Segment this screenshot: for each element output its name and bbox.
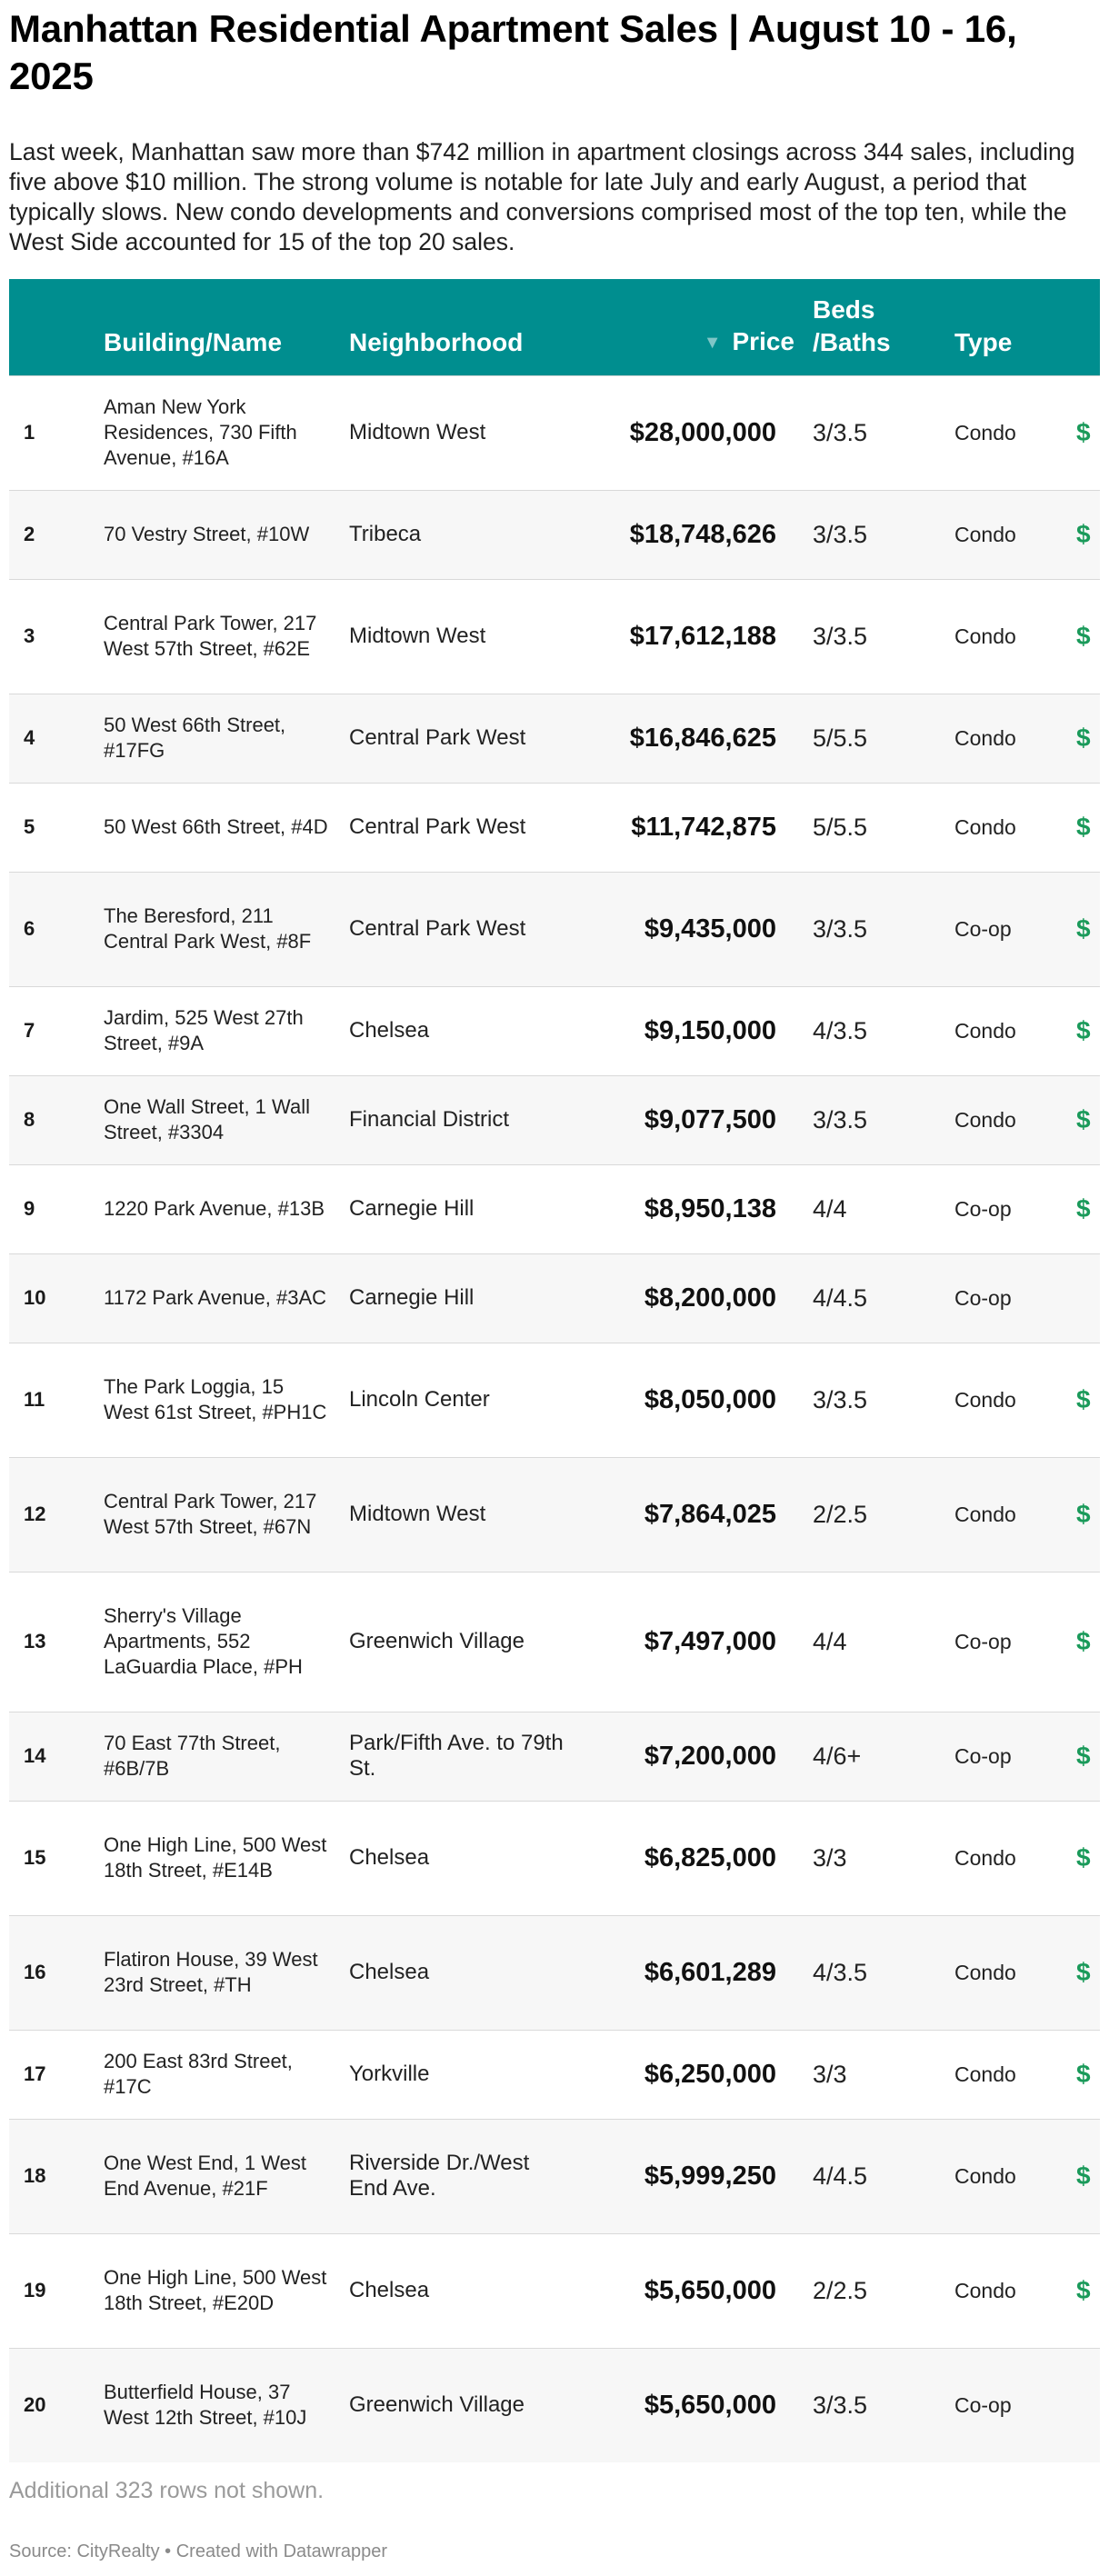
cell-type: Co-op [954, 2348, 1076, 2462]
table-row [9, 490, 1100, 579]
cell-rank: 11 [9, 1343, 104, 1457]
cell-extra: $ [1076, 1915, 1100, 2030]
cell-beds-baths: 4/6+ [813, 1712, 954, 1801]
cell-type: Condo [954, 1915, 1076, 2030]
cell-price: $11,742,875 [585, 783, 813, 872]
cell-rank: 10 [9, 1253, 104, 1343]
cell-type: Condo [954, 986, 1076, 1075]
cell-building: The Park Loggia, 15 West 61st Street, #PH1C [104, 1343, 349, 1457]
cell-rank: 17 [9, 2030, 104, 2119]
cell-rank: 13 [9, 1572, 104, 1712]
cell-neighborhood: Park/Fifth Ave. to 79th St. [349, 1712, 585, 1801]
cell-extra: $ [1076, 579, 1100, 694]
cell-building: Flatiron House, 39 West 23rd Street, #TH [104, 1915, 349, 2030]
cell-rank: 2 [9, 490, 104, 579]
page-title: Manhattan Residential Apartment Sales | August 10 - 16, 2025 [9, 7, 1017, 97]
cell-beds-baths: 3/3.5 [813, 490, 954, 579]
cell-extra: $ [1076, 490, 1100, 579]
cell-building: 50 West 66th Street, #17FG [104, 694, 349, 783]
cell-neighborhood: Chelsea [349, 2233, 585, 2348]
cell-neighborhood: Yorkville [349, 2030, 585, 2119]
cell-price: $5,650,000 [585, 2348, 813, 2462]
cell-neighborhood: Central Park West [349, 694, 585, 783]
cell-beds-baths: 4/4 [813, 1572, 954, 1712]
cell-building: Central Park Tower, 217 West 57th Street, #62E [104, 579, 349, 694]
cell-beds-baths: 3/3.5 [813, 375, 954, 490]
table-row [9, 2119, 1100, 2233]
source-footer: Source: CityRealty • Created with Datawrapper [9, 2541, 388, 2561]
cell-building: 70 Vestry Street, #10W [104, 490, 349, 579]
sales-table-container [9, 279, 1100, 2462]
cell-rank: 18 [9, 2119, 104, 2233]
cell-rank: 1 [9, 375, 104, 490]
cell-rank: 6 [9, 872, 104, 986]
cell-building: 1220 Park Avenue, #13B [104, 1164, 349, 1253]
cell-building: Aman New York Residences, 730 Fifth Avenue, #16A [104, 375, 349, 490]
cell-type: Condo [954, 1343, 1076, 1457]
cell-building: 50 West 66th Street, #4D [104, 783, 349, 872]
table-row [9, 1253, 1100, 1343]
cell-price: $18,748,626 [585, 490, 813, 579]
header-building[interactable]: Building/Name [104, 327, 283, 356]
cell-neighborhood: Midtown West [349, 579, 585, 694]
table-row [9, 872, 1100, 986]
cell-rank: 12 [9, 1457, 104, 1572]
cell-building: Sherry's Village Apartments, 552 LaGuardia Place, #PH [104, 1572, 349, 1712]
cell-neighborhood: Carnegie Hill [349, 1164, 585, 1253]
table-row [9, 579, 1100, 694]
cell-extra: $ [1076, 1801, 1100, 1915]
cell-building: One Wall Street, 1 Wall Street, #3304 [104, 1075, 349, 1164]
cell-rank: 14 [9, 1712, 104, 1801]
header-type[interactable]: Type [954, 327, 1013, 356]
cell-type: Co-op [954, 1253, 1076, 1343]
cell-price: $6,250,000 [585, 2030, 813, 2119]
cell-type: Co-op [954, 872, 1076, 986]
table-body [9, 375, 1100, 2462]
cell-beds-baths: 5/5.5 [813, 783, 954, 872]
cell-beds-baths: 3/3.5 [813, 1075, 954, 1164]
cell-type: Condo [954, 694, 1076, 783]
table-row [9, 1572, 1100, 1712]
cell-beds-baths: 2/2.5 [813, 1457, 954, 1572]
table-row [9, 2030, 1100, 2119]
cell-neighborhood: Midtown West [349, 1457, 585, 1572]
cell-neighborhood: Riverside Dr./West End Ave. [349, 2119, 585, 2233]
cell-rank: 9 [9, 1164, 104, 1253]
header-rank [9, 279, 104, 375]
table-row [9, 1164, 1100, 1253]
cell-building: Butterfield House, 37 West 12th Street, #10J [104, 2348, 349, 2462]
cell-type: Condo [954, 1075, 1076, 1164]
cell-extra: $ [1076, 783, 1100, 872]
cell-type: Condo [954, 490, 1076, 579]
cell-price: $9,435,000 [585, 872, 813, 986]
cell-neighborhood: Chelsea [349, 986, 585, 1075]
cell-price: $5,999,250 [585, 2119, 813, 2233]
cell-neighborhood: Carnegie Hill [349, 1253, 585, 1343]
intro-paragraph: Last week, Manhattan saw more than $742 million in apartment closings across 344 sales, including five above $10 million. The strong volume is notable for late July and early August, a period that typically slows. New condo developments and conversions comprised most of the top ten, while the West Side accounted for 15 of the top 20 sales. [9, 137, 1075, 255]
table-row [9, 1075, 1100, 1164]
cell-extra [1076, 1253, 1100, 1343]
cell-type: Co-op [954, 1164, 1076, 1253]
rows-not-shown-note: Additional 323 rows not shown. [9, 2478, 325, 2503]
table-row [9, 783, 1100, 872]
cell-type: Condo [954, 1457, 1076, 1572]
cell-extra: $ [1076, 1075, 1100, 1164]
cell-extra: $ [1076, 1343, 1100, 1457]
cell-building: One High Line, 500 West 18th Street, #E14B [104, 1801, 349, 1915]
cell-rank: 16 [9, 1915, 104, 2030]
cell-building: Jardim, 525 West 27th Street, #9A [104, 986, 349, 1075]
cell-extra: $ [1076, 1572, 1100, 1712]
cell-neighborhood: Lincoln Center [349, 1343, 585, 1457]
cell-beds-baths: 4/4 [813, 1164, 954, 1253]
cell-type: Condo [954, 2233, 1076, 2348]
cell-rank: 8 [9, 1075, 104, 1164]
cell-rank: 3 [9, 579, 104, 694]
header-beds-line2: /Baths [813, 327, 891, 356]
cell-price: $5,650,000 [585, 2233, 813, 2348]
sort-desc-icon: ▼ [703, 332, 722, 353]
table-row [9, 1343, 1100, 1457]
cell-rank: 20 [9, 2348, 104, 2462]
cell-neighborhood: Midtown West [349, 375, 585, 490]
cell-neighborhood: Greenwich Village [349, 2348, 585, 2462]
cell-building: One High Line, 500 West 18th Street, #E20D [104, 2233, 349, 2348]
header-beds-baths[interactable] [813, 279, 954, 375]
cell-rank: 15 [9, 1801, 104, 1915]
cell-building: Central Park Tower, 217 West 57th Street, #67N [104, 1457, 349, 1572]
table-row [9, 1915, 1100, 2030]
cell-price: $7,200,000 [585, 1712, 813, 1801]
cell-type: Condo [954, 783, 1076, 872]
cell-price: $28,000,000 [585, 375, 813, 490]
cell-beds-baths: 4/3.5 [813, 1915, 954, 2030]
table-row [9, 2233, 1100, 2348]
cell-extra: $ [1076, 986, 1100, 1075]
table-row [9, 1712, 1100, 1801]
cell-price: $8,050,000 [585, 1343, 813, 1457]
header-extra [1076, 279, 1100, 375]
cell-beds-baths: 4/4.5 [813, 1253, 954, 1343]
cell-rank: 5 [9, 783, 104, 872]
cell-beds-baths: 2/2.5 [813, 2233, 954, 2348]
table-row [9, 986, 1100, 1075]
header-neighborhood[interactable]: Neighborhood [349, 327, 524, 356]
cell-price: $8,200,000 [585, 1253, 813, 1343]
table-row [9, 694, 1100, 783]
cell-rank: 19 [9, 2233, 104, 2348]
sales-table [9, 279, 1100, 2462]
cell-extra: $ [1076, 375, 1100, 490]
cell-neighborhood: Chelsea [349, 1801, 585, 1915]
cell-neighborhood: Tribeca [349, 490, 585, 579]
cell-extra [1076, 2348, 1100, 2462]
cell-beds-baths: 3/3.5 [813, 872, 954, 986]
cell-neighborhood: Greenwich Village [349, 1572, 585, 1712]
cell-building: 70 East 77th Street, #6B/7B [104, 1712, 349, 1801]
cell-extra: $ [1076, 2119, 1100, 2233]
cell-type: Condo [954, 2119, 1076, 2233]
cell-price: $7,497,000 [585, 1572, 813, 1712]
cell-rank: 7 [9, 986, 104, 1075]
cell-beds-baths: 3/3.5 [813, 2348, 954, 2462]
cell-building: 1172 Park Avenue, #3AC [104, 1253, 349, 1343]
cell-beds-baths: 4/4.5 [813, 2119, 954, 2233]
cell-neighborhood: Financial District [349, 1075, 585, 1164]
table-row [9, 2348, 1100, 2462]
cell-type: Condo [954, 1801, 1076, 1915]
cell-extra: $ [1076, 872, 1100, 986]
cell-building: 200 East 83rd Street, #17C [104, 2030, 349, 2119]
cell-price: $16,846,625 [585, 694, 813, 783]
cell-neighborhood: Chelsea [349, 1915, 585, 2030]
cell-beds-baths: 5/5.5 [813, 694, 954, 783]
header-price-label: Price [732, 326, 794, 355]
cell-beds-baths: 3/3.5 [813, 1343, 954, 1457]
table-header-row [9, 279, 1100, 375]
cell-type: Condo [954, 579, 1076, 694]
table-row [9, 1801, 1100, 1915]
cell-extra: $ [1076, 1164, 1100, 1253]
cell-extra: $ [1076, 2233, 1100, 2348]
cell-type: Co-op [954, 1572, 1076, 1712]
cell-price: $7,864,025 [585, 1457, 813, 1572]
cell-beds-baths: 4/3.5 [813, 986, 954, 1075]
table-row [9, 1457, 1100, 1572]
header-price[interactable] [585, 279, 813, 375]
cell-extra: $ [1076, 2030, 1100, 2119]
cell-price: $17,612,188 [585, 579, 813, 694]
cell-neighborhood: Central Park West [349, 872, 585, 986]
cell-type: Condo [954, 2030, 1076, 2119]
cell-beds-baths: 3/3 [813, 1801, 954, 1915]
cell-rank: 4 [9, 694, 104, 783]
cell-beds-baths: 3/3.5 [813, 579, 954, 694]
cell-price: $6,601,289 [585, 1915, 813, 2030]
cell-extra: $ [1076, 1457, 1100, 1572]
cell-building: One West End, 1 West End Avenue, #21F [104, 2119, 349, 2233]
cell-building: The Beresford, 211 Central Park West, #8F [104, 872, 349, 986]
cell-price: $9,150,000 [585, 986, 813, 1075]
cell-beds-baths: 3/3 [813, 2030, 954, 2119]
table-row [9, 375, 1100, 490]
cell-price: $9,077,500 [585, 1075, 813, 1164]
cell-type: Condo [954, 375, 1076, 490]
cell-price: $6,825,000 [585, 1801, 813, 1915]
cell-price: $8,950,138 [585, 1164, 813, 1253]
header-beds-line1: Beds [813, 295, 875, 324]
cell-type: Co-op [954, 1712, 1076, 1801]
cell-neighborhood: Central Park West [349, 783, 585, 872]
cell-extra: $ [1076, 1712, 1100, 1801]
cell-extra: $ [1076, 694, 1100, 783]
